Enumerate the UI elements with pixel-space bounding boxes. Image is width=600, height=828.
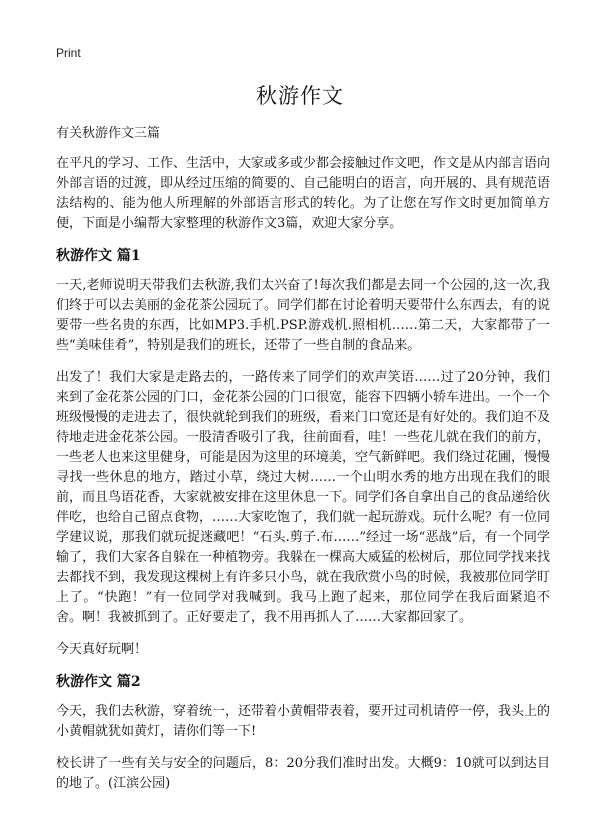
section-1-paragraph-2: 出发了！我们大家是走路去的，一路传来了同学们的欢声笑语……过了20分钟，我们来到了金花茶公园的门口，金花茶公园的门口很宽，能容下四辆小轿车进出。一个一个班级慢慢的走进去了，很快就轮到我们的班级，看来门口宽还是有好处的。我们迫不及待地走进金花茶公园。一股清香吸引了我，往前面看，哇！一些花儿就在我们的前方，一些老人也来这里健身，可能是因为这里的环境美，空气新鲜吧。我们绕过花圃，慢慢寻找一些休息的地方，踏过小草，绕过大树……一个山明水秀的地方出现在我们的眼前，而且鸟语花香，大家就被安排在这里休息一下。同学们各自拿出自己的食品递给伙伴吃，也给自己留点食物，……大家吃饱了，我们就一起玩游戏。玩什么呢？有一位同学建议说，那我们就玩捉迷藏吧！“石头.剪子.布……”经过一场“恶战”后，有一个同学输了，我们大家各自躲在一种植物旁。我躲在一棵高大威猛的松树后，那位同学找来找去都找不到，我发现这棵树上有许多只小鸟，就在我欣赏小鸟的时候，我被那位同学盯上了。“快跑！”有一位同学对我喊到。我马上跑了起来，那位同学在我后面紧追不舍。啊！我被抓到了。正好要走了，我不用再抓人了……大家都回家了。 — [56, 370, 551, 625]
section-1-paragraph-3: 今天真好玩啊！ — [56, 642, 148, 657]
section-2-paragraph-1: 今天，我们去秋游，穿着统一，还带着小黄帽带表着，要开过司机请停一停，我头上的小黄帽就犹如黄灯，请你们等一下! — [56, 704, 551, 739]
section-2-paragraph-2: 校长讲了一些有关与安全的问题后，8：20分我们准时出发。大概9：10就可以到达目的地了。(江滨公园) — [56, 756, 550, 791]
document-subtitle: 有关秋游作文三篇 — [56, 126, 161, 141]
section-1-paragraph-1: 一天,老师说明天带我们去秋游,我们太兴奋了!每次我们都是去同一个公园的,这一次,我们终于可以去美丽的金花茶公园玩了。同学们都在讨论着明天要带什么东西去，有的说要带一些名贵的东西，比如MP3.手机.PSP.游戏机.照相机……第二天，大家都带了一些“美味佳肴”，特别是我们的班长，还带了一些自制的食品来。 — [56, 278, 551, 353]
print-label: Print — [56, 46, 81, 60]
intro-paragraph: 在平凡的学习、工作、生活中，大家或多或少都会接触过作文吧，作文是从内部言语向外部言语的过渡，即从经过压缩的简要的、自己能明白的语言，向开展的、具有规范语法结构的、能为他人所理解的外部语言形式的转化。为了让您在写作文时更加简单方便，下面是小编帮大家整理的秋游作文3篇，欢迎大家分享。 — [56, 156, 551, 231]
section-heading-1: 秋游作文 篇1 — [56, 248, 141, 264]
document-title: 秋游作文 — [256, 84, 344, 108]
section-heading-2: 秋游作文 篇2 — [56, 674, 141, 690]
document-body — [56, 124, 550, 806]
